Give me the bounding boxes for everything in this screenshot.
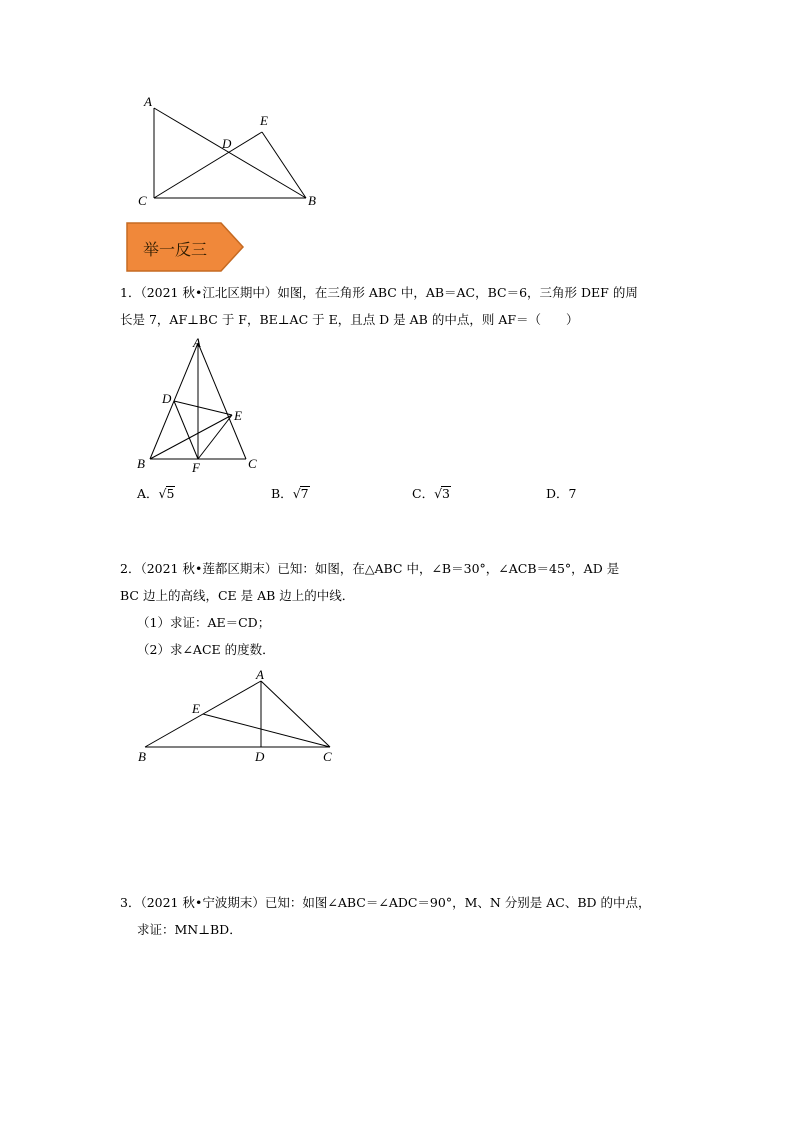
label-C: C	[138, 193, 147, 208]
label-C: C	[323, 749, 332, 764]
q1-option-c-letter: C．	[412, 486, 435, 501]
label-B: B	[308, 193, 316, 208]
label-B: B	[137, 456, 145, 471]
q1-option-a-letter: A．	[137, 486, 159, 501]
figure-top	[130, 90, 330, 215]
figure-q1	[130, 335, 270, 475]
q1-option-d-letter: D．	[546, 486, 569, 501]
sqrt-icon: √	[158, 486, 167, 501]
q1-option-c	[412, 484, 451, 502]
label-E: E	[234, 408, 242, 423]
sqrt-icon: √	[434, 486, 443, 501]
q1-option-a	[137, 484, 175, 502]
label-D: D	[222, 136, 232, 151]
label-F: F	[192, 460, 200, 475]
q1-option-c-radicand: 3	[442, 486, 450, 501]
q2-sub1: （1）求证：AE＝CD；	[137, 615, 271, 630]
q1-option-b-radicand: 7	[300, 486, 309, 501]
q2-line2: BC 边上的高线，CE 是 AB 边上的中线．	[120, 588, 355, 603]
label-B: B	[138, 749, 146, 764]
sqrt-icon: √	[292, 486, 301, 501]
q1-option-a-radicand: 5	[166, 486, 175, 501]
label-D: D	[255, 749, 265, 764]
q3-line1: 3．（2021 秋•宁波期末）已知：如图∠ABC＝∠ADC＝90°，M、N 分别是 AC、BD 的中点，	[120, 895, 651, 910]
label-D: D	[162, 391, 172, 406]
q1-option-d	[546, 484, 576, 502]
label-A: A	[193, 335, 201, 350]
q1-option-d-value: 7	[568, 486, 577, 501]
q3-line2: 求证：MN⊥BD．	[137, 922, 242, 937]
q1-option-b-letter: B．	[271, 486, 293, 501]
q1-option-b	[271, 484, 310, 502]
q1-line2: 长是 7，AF⊥BC 于 F，BE⊥AC 于 E，且点 D 是 AB 的中点，则 AF＝（ ）	[120, 312, 579, 327]
label-E: E	[260, 113, 268, 128]
q1-line1: 1．（2021 秋•江北区期中）如图，在三角形 ABC 中，AB＝AC，BC＝6，三角形 DEF 的周	[120, 285, 638, 300]
q2-sub2: （2）求∠ACE 的度数．	[137, 642, 275, 657]
figure-q2	[130, 666, 350, 771]
label-A: A	[144, 94, 152, 109]
label-A: A	[256, 667, 264, 682]
section-banner-label: 举一反三	[143, 240, 208, 259]
label-E: E	[192, 701, 200, 716]
q2-line1: 2．（2021 秋•莲都区期末）已知：如图，在△ABC 中，∠B＝30°，∠ACB＝45°，AD 是	[120, 561, 620, 576]
label-C: C	[248, 456, 257, 471]
